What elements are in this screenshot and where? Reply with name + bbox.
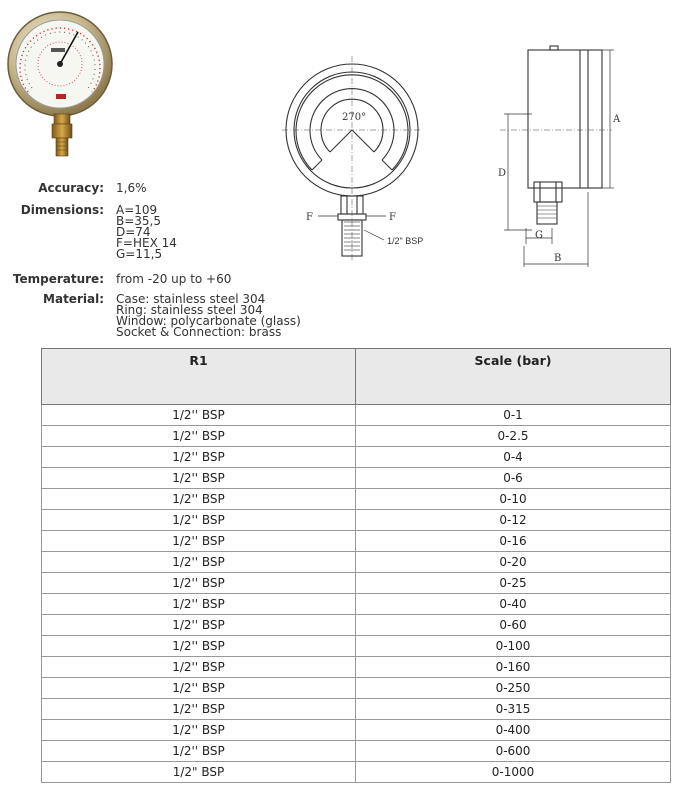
dim-g-label: G [535, 230, 543, 241]
front-view-drawing [272, 50, 432, 265]
table-row [42, 615, 671, 636]
spec-value: A=109 [116, 203, 158, 217]
cell-scale: 0-25 [356, 573, 671, 594]
table-row [42, 426, 671, 447]
scale-table [41, 348, 671, 783]
cell-r1: 1/2" BSP [42, 762, 356, 783]
cell-scale: 0-1 [356, 405, 671, 426]
cell-scale: 0-12 [356, 510, 671, 531]
spec-value: Case: stainless steel 304 [116, 292, 266, 306]
cell-scale: 0-315 [356, 699, 671, 720]
cell-r1: 1/2'' BSP [42, 699, 356, 720]
spec-value: 1,6% [116, 181, 147, 195]
cell-r1: 1/2'' BSP [42, 741, 356, 762]
dim-a-label: A [613, 114, 621, 125]
angle-label: 270° [342, 112, 367, 123]
column-header-r1: R1 [42, 349, 356, 405]
cell-scale: 0-40 [356, 594, 671, 615]
spec-label: Material: [43, 292, 104, 306]
cell-scale: 0-20 [356, 552, 671, 573]
spec-value: from -20 up to +60 [116, 272, 232, 286]
table-row [42, 594, 671, 615]
cell-r1: 1/2'' BSP [42, 447, 356, 468]
table-row [42, 573, 671, 594]
cell-r1: 1/2'' BSP [42, 678, 356, 699]
cell-r1: 1/2'' BSP [42, 426, 356, 447]
cell-scale: 0-4 [356, 447, 671, 468]
cell-scale: 0-60 [356, 615, 671, 636]
table-row [42, 489, 671, 510]
table-row [42, 636, 671, 657]
cell-scale: 0-6 [356, 468, 671, 489]
hex-label-right: F [389, 212, 396, 223]
side-view-drawing [492, 42, 632, 267]
cell-scale: 0-160 [356, 657, 671, 678]
table-row [42, 657, 671, 678]
cell-scale: 0-1000 [356, 762, 671, 783]
cell-scale: 0-400 [356, 720, 671, 741]
table-row [42, 720, 671, 741]
table-row [42, 678, 671, 699]
spec-value: F=HEX 14 [116, 236, 177, 250]
cell-r1: 1/2'' BSP [42, 552, 356, 573]
cell-scale: 0-250 [356, 678, 671, 699]
cell-r1: 1/2'' BSP [42, 594, 356, 615]
table-row [42, 510, 671, 531]
spec-value: Window: polycarbonate (glass) [116, 314, 301, 328]
cell-r1: 1/2'' BSP [42, 720, 356, 741]
pressure-gauge-photo [4, 10, 116, 160]
table-row [42, 762, 671, 783]
table-row [42, 531, 671, 552]
cell-r1: 1/2'' BSP [42, 510, 356, 531]
spec-value: G=11,5 [116, 247, 163, 261]
hex-label-left: F [306, 212, 313, 223]
table-row [42, 741, 671, 762]
spec-value: Socket & Connection: brass [116, 325, 282, 339]
table-row [42, 405, 671, 426]
cell-r1: 1/2'' BSP [42, 657, 356, 678]
spec-value: Ring: stainless steel 304 [116, 303, 263, 317]
cell-scale: 0-100 [356, 636, 671, 657]
cell-r1: 1/2'' BSP [42, 615, 356, 636]
cell-r1: 1/2'' BSP [42, 636, 356, 657]
cell-scale: 0-16 [356, 531, 671, 552]
spec-value: D=74 [116, 225, 151, 239]
cell-r1: 1/2'' BSP [42, 573, 356, 594]
cell-scale: 0-2.5 [356, 426, 671, 447]
dim-d-label: D [498, 168, 507, 179]
spec-label: Temperature: [12, 272, 104, 286]
table-header-row [42, 349, 671, 405]
table-row [42, 699, 671, 720]
spec-label: Dimensions: [20, 203, 104, 217]
cell-scale: 0-10 [356, 489, 671, 510]
thread-label: 1/2" BSP [387, 236, 424, 246]
cell-r1: 1/2'' BSP [42, 531, 356, 552]
dim-b-label: B [554, 253, 562, 264]
table-row [42, 552, 671, 573]
cell-r1: 1/2'' BSP [42, 489, 356, 510]
column-header-scale: Scale (bar) [356, 349, 671, 405]
cell-r1: 1/2'' BSP [42, 468, 356, 489]
cell-r1: 1/2'' BSP [42, 405, 356, 426]
spec-value: B=35,5 [116, 214, 162, 228]
table-row [42, 468, 671, 489]
cell-scale: 0-600 [356, 741, 671, 762]
table-row [42, 447, 671, 468]
spec-label: Accuracy: [38, 181, 104, 195]
